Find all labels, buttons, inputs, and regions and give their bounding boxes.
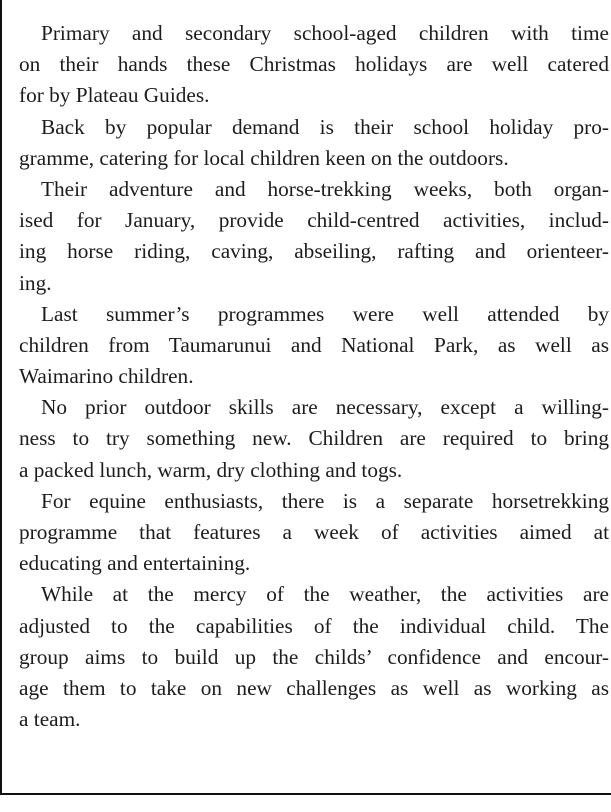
text-line: children from Taumarunui and National Park, as well as <box>19 332 609 357</box>
text-line: Waimarino children. <box>19 364 194 389</box>
text-line: age them to take on new challenges as well as working as <box>19 675 609 700</box>
paragraph <box>19 299 609 393</box>
text-line: ness to try something new. Children are required to bring <box>19 426 609 451</box>
column-rule-left <box>0 0 2 793</box>
text-line: programme that features a week of activities aimed at <box>19 520 609 544</box>
text-line: on their hands these Christmas holidays are well catered <box>19 52 609 77</box>
text-line: While at the mercy of the weather, the activities are <box>41 582 609 607</box>
text-line: Primary and secondary school-aged children with time <box>41 21 609 45</box>
text-line: gramme, catering for local children keen on the outdoors. <box>19 145 509 170</box>
text-line: adjusted to the capabilities of the individual child. The <box>19 613 609 638</box>
article-body <box>19 18 609 735</box>
text-line: For equine enthusiasts, there is a separate horsetrekking <box>41 488 609 513</box>
text-line: educating and entertaining. <box>19 551 251 576</box>
text-line: ised for January, provide child-centred activities, includ- <box>19 208 609 233</box>
text-line: ing horse riding, caving, abseiling, rafting and orienteer- <box>19 239 609 264</box>
text-line: a team. <box>19 707 81 732</box>
paragraph <box>19 18 609 112</box>
column-rule-bottom <box>0 793 611 795</box>
paragraph <box>19 174 609 299</box>
text-line: Their adventure and horse-trekking weeks, both organ- <box>41 176 609 201</box>
paragraph <box>19 112 609 174</box>
text-line: a packed lunch, warm, dry clothing and togs. <box>19 457 403 482</box>
paragraph <box>19 579 609 735</box>
text-line: No prior outdoor skills are necessary, except a willing- <box>41 395 609 420</box>
paragraph <box>19 486 609 580</box>
text-line: for by Plateau Guides. <box>19 83 210 108</box>
text-line: Back by popular demand is their school holiday pro- <box>41 114 609 139</box>
text-line: ing. <box>19 270 52 295</box>
text-line: group aims to build up the childs’ confidence and encour- <box>19 644 609 669</box>
text-line: Last summer’s programmes were well attended by <box>41 301 609 326</box>
paragraph <box>19 392 609 486</box>
